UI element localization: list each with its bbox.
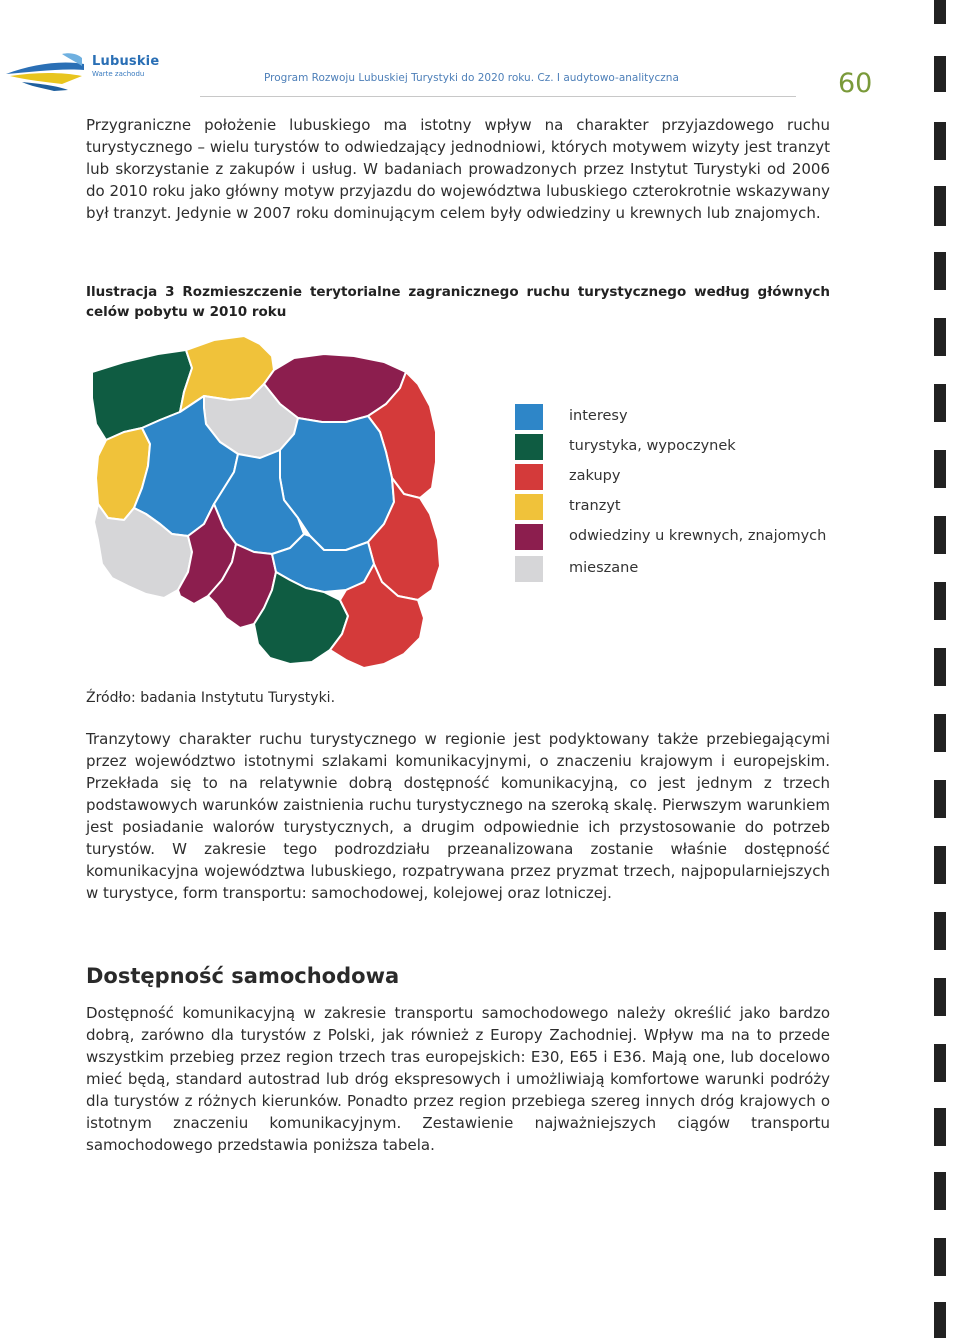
paragraph-transit: Tranzytowy charakter ruchu turystycznego w regionie jest podyktowany także przebiegającymi przez województwo istotnymi szlakami komunikacyjnymi, o znaczeniu krajowym i europejskim. Przekłada się to na relatywnie dobrą dostępność komunikacyjną, co jest jednym z trzech podstawowych warunków zaistnienia ruchu turystycznego na szeroką skalę. Pierwszym warunkiem jest posiadanie walorów turystycznych, a drugim odpowiednie ich przystosowanie do potrzeb turystów. W zakresie tego podrozdziału przeanalizowana zostanie właśnie dostępność komunikacyjna województwa lubuskiego, rozpatrywana przez pryzmat trzech, najpopularniejszych w turystyce, form transportu: samochodowej, kolejowej oraz lotniczej.	[86, 730, 830, 902]
legend-label: zakupy	[569, 468, 621, 484]
legend-swatch	[515, 434, 543, 460]
legend-swatch	[515, 494, 543, 520]
header-divider	[200, 96, 796, 97]
legend-item	[515, 556, 855, 584]
legend-label: tranzyt	[569, 498, 621, 514]
legend-swatch	[515, 464, 543, 490]
legend-swatch	[515, 524, 543, 550]
map-svg	[84, 328, 444, 678]
legend-label: odwiedziny u krewnych, znajomych	[569, 528, 827, 544]
section-heading: Dostępność samochodowa	[86, 964, 400, 988]
figure-caption: Ilustracja 3 Rozmieszczenie terytorialne zagranicznego ruchu turystycznego według głównych celów pobytu w 2010 roku	[86, 284, 830, 320]
logo-name: Lubuskie	[92, 54, 160, 69]
legend-item	[515, 464, 855, 492]
legend-item	[515, 404, 855, 432]
figure-source: Źródło: badania Instytutu Turystyki.	[86, 690, 336, 706]
legend-swatch	[515, 556, 543, 582]
scan-edge-marks	[930, 0, 960, 1340]
legend-item	[515, 494, 855, 522]
legend-item	[515, 524, 855, 552]
paragraph-road-access: Dostępność komunikacyjną w zakresie transportu samochodowego należy określić jako bardzo dobrą, zarówno dla turystów z Polski, jak również z Europy Zachodniej. Wpływ ma na to przede wszystkim przebieg przez region trzech tras europejskich: E30, E65 i E36. Mają one, lub docelowo mieć będą, standard autostrad lub dróg ekspresowych i umożliwiają komfortowe warunki podróży dla turystów z różnych kierunków. Ponadto przez region przebiega szereg innych dróg krajowych o istotnym znaczeniu komunikacyjnym. Zestawienie najważniejszych ciągów transportu samochodowego przedstawia poniższa tabela.	[86, 1004, 830, 1154]
page-number: 60	[838, 68, 873, 99]
legend-label: turystyka, wypoczynek	[569, 438, 736, 454]
document-title: Program Rozwoju Lubuskiej Turystyki do 2020 roku. Cz. I audytowo-analityczna	[264, 72, 679, 84]
legend-label: interesy	[569, 408, 628, 424]
legend-item	[515, 434, 855, 462]
paragraph-intro: Przygraniczne położenie lubuskiego ma istotny wpływ na charakter przyjazdowego ruchu turystycznego – wielu turystów to odwiedzający jednodniowi, których motywem wizyty jest tranzyt lub skorzystanie z zakupów i usług. W badaniach prowadzonych przez Instytut Turystyki od 2006 do 2010 roku jako główny motyw przyjazdu do województwa lubuskiego czterokrotnie wskazywany był tranzyt. Jedynie w 2007 roku dominującym celem były odwiedziny u krewnych lub znajomych.	[86, 116, 830, 222]
legend-swatch	[515, 404, 543, 430]
lubuskie-logo	[2, 46, 162, 92]
poland-voivodeship-map	[84, 328, 444, 678]
legend-label: mieszane	[569, 560, 639, 576]
logo-subtitle: Warte zachodu	[92, 70, 145, 78]
